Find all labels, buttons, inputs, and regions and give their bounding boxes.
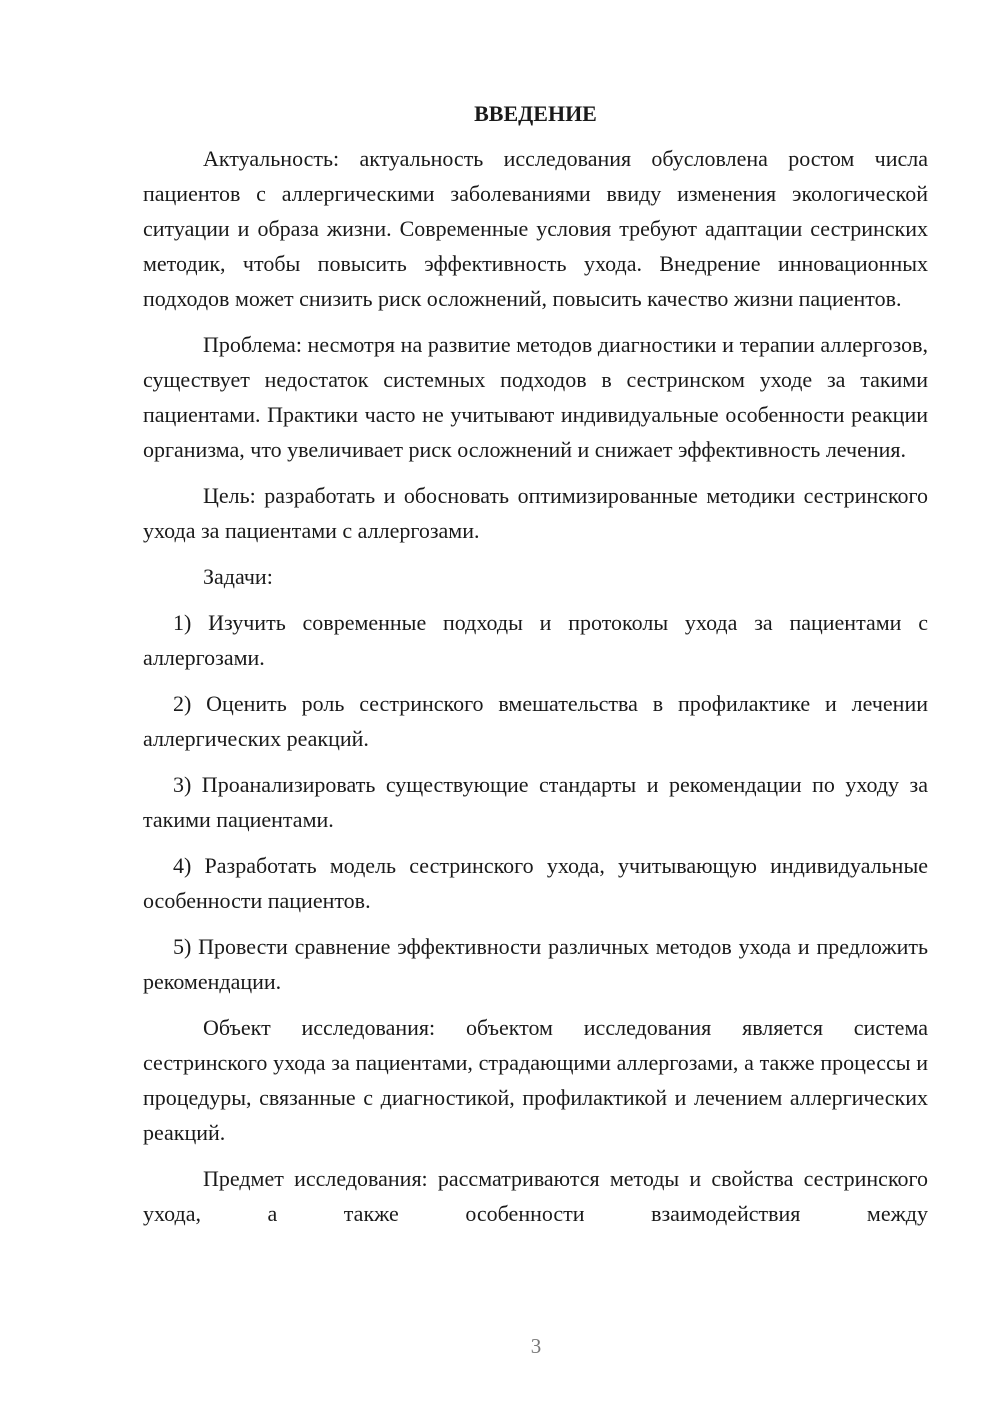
task-item: 4) Разработать модель сестринского ухода, учитывающую индивидуальные особенности пациентов.: [143, 853, 928, 913]
page-number: 3: [530, 1334, 542, 1358]
task-item: 3) Проанализировать существующие стандарты и рекомендации по уходу за такими пациентами.: [143, 772, 928, 832]
tasks-label: Задачи:: [203, 564, 273, 589]
page-content: [143, 96, 928, 1242]
object-paragraph: Объект исследования: объектом исследования является система сестринского ухода за пациентами, страдающими аллергозами, а также процессы и процедуры, связанные с диагностикой, профилактикой и лечением аллергических реакций.: [143, 1015, 928, 1145]
task-item: 5) Провести сравнение эффективности различных методов ухода и предложить рекомендации.: [143, 934, 928, 994]
relevance-paragraph: Актуальность: актуальность исследования обусловлена ростом числа пациентов с аллергическими заболеваниями ввиду изменения экологической ситуации и образа жизни. Современные условия требуют адаптации сестринских методик, чтобы повысить эффективность ухода. Внедрение инновационных подходов может снизить риск осложнений, повысить качество жизни пациентов.: [143, 146, 928, 311]
task-item: 2) Оценить роль сестринского вмешательства в профилактике и лечении аллергических реакций.: [143, 691, 928, 751]
section-heading: ВВЕДЕНИЕ: [474, 101, 597, 126]
goal-paragraph: Цель: разработать и обосновать оптимизированные методики сестринского ухода за пациентами с аллергозами.: [143, 483, 928, 543]
problem-paragraph: Проблема: несмотря на развитие методов диагностики и терапии аллергозов, существует недостаток системных подходов в сестринском уходе за такими пациентами. Практики часто не учитывают индивидуальные особенности реакции организма, что увеличивает риск осложнений и снижает эффективность лечения.: [143, 332, 928, 462]
subject-paragraph: Предмет исследования: рассматриваются методы и свойства сестринского ухода, а также особенности взаимодействия между: [143, 1166, 928, 1226]
task-item: 1) Изучить современные подходы и протоколы ухода за пациентами с аллергозами.: [143, 610, 928, 670]
